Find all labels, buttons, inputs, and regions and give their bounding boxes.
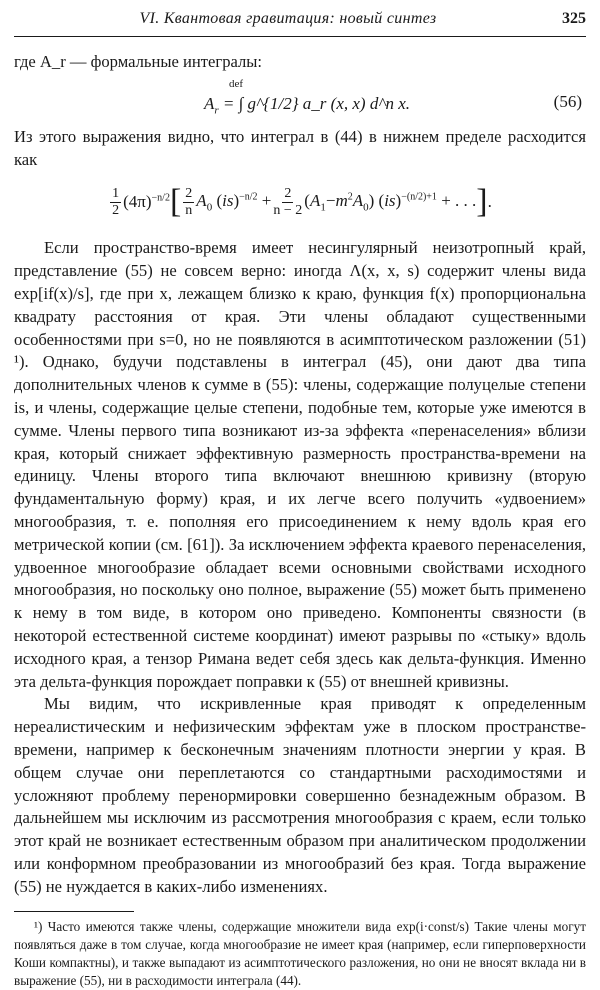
divergence-formula: $\frac{1}{2}$ $(4\pi)^{-n/2}$ [ $\frac{2}{n}$ $A_0$ (is)$^{-n/2}$ + $\frac{2}{n - 2}$ $(A_1-m^2A_0) (is)^{-(n/2)+1}$ + . . . ] . [112, 183, 492, 221]
intro-line: где A_r — формальные интегралы: [14, 52, 263, 71]
book-page [14, 10, 586, 990]
paragraph-boundary-terms: Если пространство-время имеет несингулярный неизотропный край, представление (55) не совсем верно: иногда Λ(x, x, s) содержит члены вида exp[if(x)/s], где при x, лежащем близко к краю, функция f(x) пропорциональна квадрату расстояния от края. Эти члены обладают существенными особенностями при s=0, но не появляются в асимптотическом разложении (51) ¹). Однако, будучи подставлены в интеграл (45), они дают два типа дополнительных членов к сумме в (55): члены, содержащие полуцелые степени is, и члены, содержащие целые степени, подобные тем, которые уже имеются в сумме. Члены первого типа возникают из-за эффекта «перенаселения» вблизи края, который снижает эффективную размерность пространства-времени на единицу. Члены второго типа включают внешнюю кривизну (вторую фундаментальную форму) края, и их легче всего получить «удвоением» многообразия, т. е. пополняя его присоединением к нему вдоль края его метрической копии (см. [61]). За исключением эффекта краевого перенаселения, удвоенное многообразие обладает всеми основными свойствами исходного многообразия, но поскольку оно полное, выражение (55) может быть применено к нему в том виде, в котором оно приведено. Компоненты связности (в некоторой естественной системе координат) имеют разрывы по «стыку» вдоль исходного края, а тензор Римана ведет себя здесь как дельта-функция. Именно эта дельта-функция порождает поправки к (55) от внешней кривизны. [14, 238, 586, 691]
equation-number: (56) [553, 91, 582, 111]
def-mark: def [229, 77, 244, 90]
fraction-one-half: $\frac{1}{2}$ [112, 185, 120, 218]
fraction-two-over-n-minus-two: $\frac{2}{n - 2}$ [273, 185, 303, 218]
equation-56-body: $A_r$ = ∫ g^{1/2} a_r (x, x) d^n x. [204, 93, 411, 117]
running-head [14, 10, 586, 37]
equation-56 [14, 76, 586, 126]
divergence-sentence: Из этого выражения видно, что интеграл в (44) в нижнем пределе расходится как [14, 126, 586, 169]
paragraph-curved-edges: Мы видим, что искривленные края приводят к определенным нереалистическим и нефизическим эффектам уже в плоском пространстве-времени, например к бесконечным значениям плотности энергии у края. В общем случае они переплетаются со стандартными расходимостями и усложняют проблему перенормировки совершенно безнадежным образом. В дальнейшем мы исключим из рассмотрения многообразия с краем, если только этот край не возникает естественным образом при аналитическом продолжении или конформном преобразовании из многообразий без края. Тогда выражение (55) не нуждается в каких-либо изменениях. [14, 694, 586, 896]
footnote-rule [14, 911, 134, 912]
running-title: VI. Квантовая гравитация: новый синтез [139, 10, 437, 27]
page-number: 325 [562, 10, 586, 27]
fraction-two-over-n: $\frac{2}{n}$ [185, 185, 193, 218]
footnote: ¹) Часто имеются также члены, содержащие множители вида exp(i·const/s) Такие члены могут появляться даже в том случае, когда многообразие не имеет края (например, если гиперповерхности Коши компактны), и также выпадают из асимптотического разложения, но они не вносят вклада ни в выражение (55), ни в расходимости интеграла (44). [14, 918, 586, 988]
